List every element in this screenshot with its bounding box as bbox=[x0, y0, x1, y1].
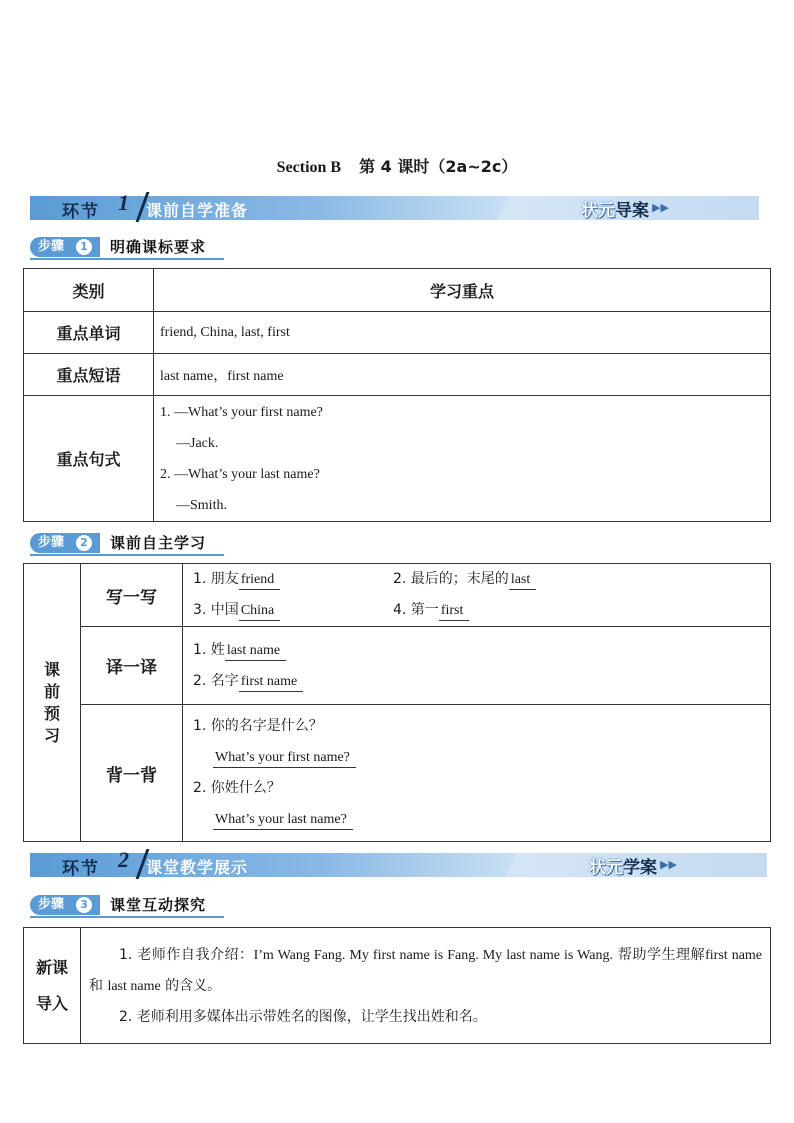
intro-paragraph-2: 2. 老师利用多媒体出示带姓名的图像，让学生找出姓和名。 bbox=[119, 1009, 487, 1025]
step-label: 课前自主学习 bbox=[110, 534, 207, 552]
title-section: Section B bbox=[276, 159, 342, 176]
row-content-sentences bbox=[154, 396, 771, 522]
section-banner-2 bbox=[30, 847, 767, 879]
write-content: 1. 朋友 friend 2. 最后的；末尾的 last 3. 中国 China 4. 第一 first bbox=[183, 564, 771, 627]
title-lesson: 第 4 课时（2a~2c） bbox=[359, 157, 518, 176]
step-2-header bbox=[30, 533, 230, 553]
banner-title: 课前自学准备 bbox=[146, 201, 249, 220]
step-number-badge: 2 bbox=[76, 535, 92, 551]
step-pill: 步骤 2 bbox=[30, 533, 100, 553]
answer-blank: first name bbox=[239, 673, 303, 692]
answer-blank: first bbox=[439, 602, 470, 621]
table-row bbox=[24, 396, 771, 522]
table-row bbox=[24, 354, 771, 396]
write-label: 写一写 bbox=[81, 564, 183, 627]
section-banner-1 bbox=[30, 190, 759, 222]
banner-tag: 状元导案 bbox=[581, 201, 649, 221]
translate-content: 1. 姓 last name 2. 名字 first name bbox=[183, 627, 771, 705]
step-pill: 步骤 1 bbox=[30, 237, 100, 257]
table-header-focus: 学习重点 bbox=[154, 269, 771, 312]
step-number-badge: 1 bbox=[76, 239, 92, 255]
step-number-badge: 3 bbox=[76, 897, 92, 913]
banner-prefix: 环节 bbox=[62, 202, 100, 222]
table-header-category: 类别 bbox=[24, 269, 154, 312]
intro-content bbox=[81, 928, 771, 1044]
answer-blank: last bbox=[509, 571, 536, 590]
recite-content: 1. 你的名字是什么？ What’s your first name? 2. 你姓什么？ What’s your last name? bbox=[183, 705, 771, 842]
answer-blank: China bbox=[239, 602, 280, 621]
table-row bbox=[24, 312, 771, 354]
sentence-line: —Jack. bbox=[176, 435, 219, 451]
banner-prefix: 环节 bbox=[62, 859, 100, 879]
banner-number: 1 bbox=[118, 190, 129, 215]
row-content-words: friend, China, last, first bbox=[154, 312, 771, 354]
page-title bbox=[0, 154, 794, 177]
answer-blank: What’s your first name? bbox=[213, 749, 356, 768]
banner-number: 2 bbox=[118, 847, 129, 872]
preview-table bbox=[23, 563, 771, 842]
row-label-words: 重点单词 bbox=[24, 312, 154, 354]
step-label: 明确课标要求 bbox=[110, 238, 207, 256]
recite-label: 背一背 bbox=[81, 705, 183, 842]
double-arrow-icon: ▶▶ bbox=[652, 201, 669, 214]
intro-paragraph-1: 1. 老师作自我介绍：I’m Wang Fang. My first name is Fang. My last name is Wang. 帮助学生理解first name 和 last name 的含义。 bbox=[89, 947, 763, 994]
step-label: 课堂互动探究 bbox=[110, 896, 207, 914]
sentence-line: 2. —What’s your last name? bbox=[160, 466, 320, 482]
preview-side-label: 课前预习 bbox=[24, 564, 81, 842]
double-arrow-icon: ▶▶ bbox=[660, 858, 677, 871]
row-content-phrases: last name，first name bbox=[154, 354, 771, 396]
answer-blank: What’s your last name? bbox=[213, 811, 353, 830]
step-pill: 步骤 3 bbox=[30, 895, 100, 915]
lesson-intro-table bbox=[23, 927, 771, 1044]
translate-label: 译一译 bbox=[81, 627, 183, 705]
answer-blank: friend bbox=[239, 571, 280, 590]
step-3-header bbox=[30, 895, 230, 915]
banner-title: 课堂教学展示 bbox=[146, 858, 249, 877]
sentence-line: —Smith. bbox=[176, 497, 227, 513]
sentence-line: 1. —What’s your first name? bbox=[160, 404, 323, 420]
row-label-phrases: 重点短语 bbox=[24, 354, 154, 396]
banner-tag: 状元学案 bbox=[589, 858, 657, 878]
answer-blank: last name bbox=[225, 642, 286, 661]
key-points-table bbox=[23, 268, 771, 522]
intro-label: 新课 导入 bbox=[24, 928, 81, 1044]
row-label-sentences: 重点句式 bbox=[24, 396, 154, 522]
step-1-header bbox=[30, 237, 230, 257]
